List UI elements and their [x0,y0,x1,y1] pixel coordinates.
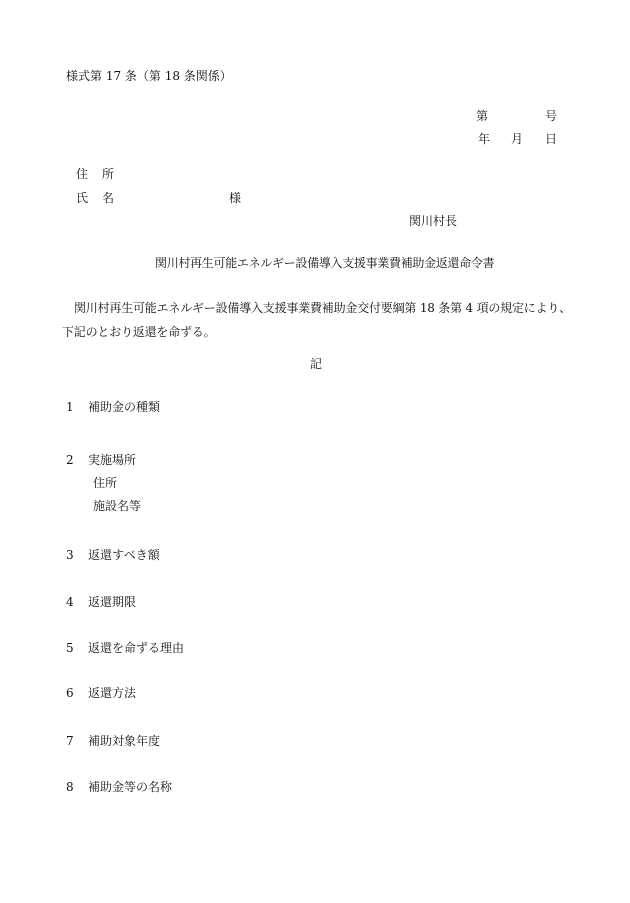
item-label: 実施場所 [88,453,137,467]
list-item-subsidy-type [66,401,160,413]
item-number: 3 [66,548,74,562]
date-day: 日 [545,132,558,146]
item-number: 4 [66,595,74,609]
item-number: 6 [66,686,74,700]
issuer-name: 関川村長 [409,214,458,228]
list-item-subsidy-name [66,781,172,793]
sub-item-address: 住所 [93,476,118,490]
list-item-location [66,454,136,466]
sub-item-facility-name: 施設名等 [93,499,142,513]
item-label: 補助金等の名称 [88,780,173,794]
item-label: 補助対象年度 [88,734,161,748]
list-item-refund-deadline [66,596,136,608]
item-label: 返還すべき額 [88,548,160,562]
item-label: 返還方法 [88,686,137,700]
recipient-name-label: 氏名 [76,191,129,205]
list-item-fiscal-year [66,735,160,747]
document-title: 関川村再生可能エネルギー設備導入支援事業費補助金返還命令書 [155,256,495,270]
ki-heading: 記 [310,357,323,371]
item-label: 返還期限 [88,595,137,609]
list-item-refund-amount [66,549,160,561]
list-item-refund-method [66,687,136,699]
recipient-address-label: 住所 [76,167,129,181]
item-number: 8 [66,780,74,794]
date-year: 年 [478,132,491,146]
body-paragraph: 関川村再生可能エネルギー設備導入支援事業費補助金交付要綱第 18 条第 4 項の規定により、下記のとおり返還を命ずる。 [62,301,571,339]
number-prefix: 第 [476,109,489,123]
recipient-honorific: 様 [229,191,242,205]
number-suffix: 号 [545,109,558,123]
item-number: 5 [66,641,74,655]
item-label: 補助金の種類 [88,400,161,414]
list-item-refund-reason [66,642,184,654]
item-number: 7 [66,734,74,748]
item-number: 1 [66,400,74,414]
form-label: 様式第 17 条（第 18 条関係） [66,69,232,83]
item-number: 2 [66,453,74,467]
date-month: 月 [511,132,524,146]
item-label: 返還を命ずる理由 [88,641,185,655]
